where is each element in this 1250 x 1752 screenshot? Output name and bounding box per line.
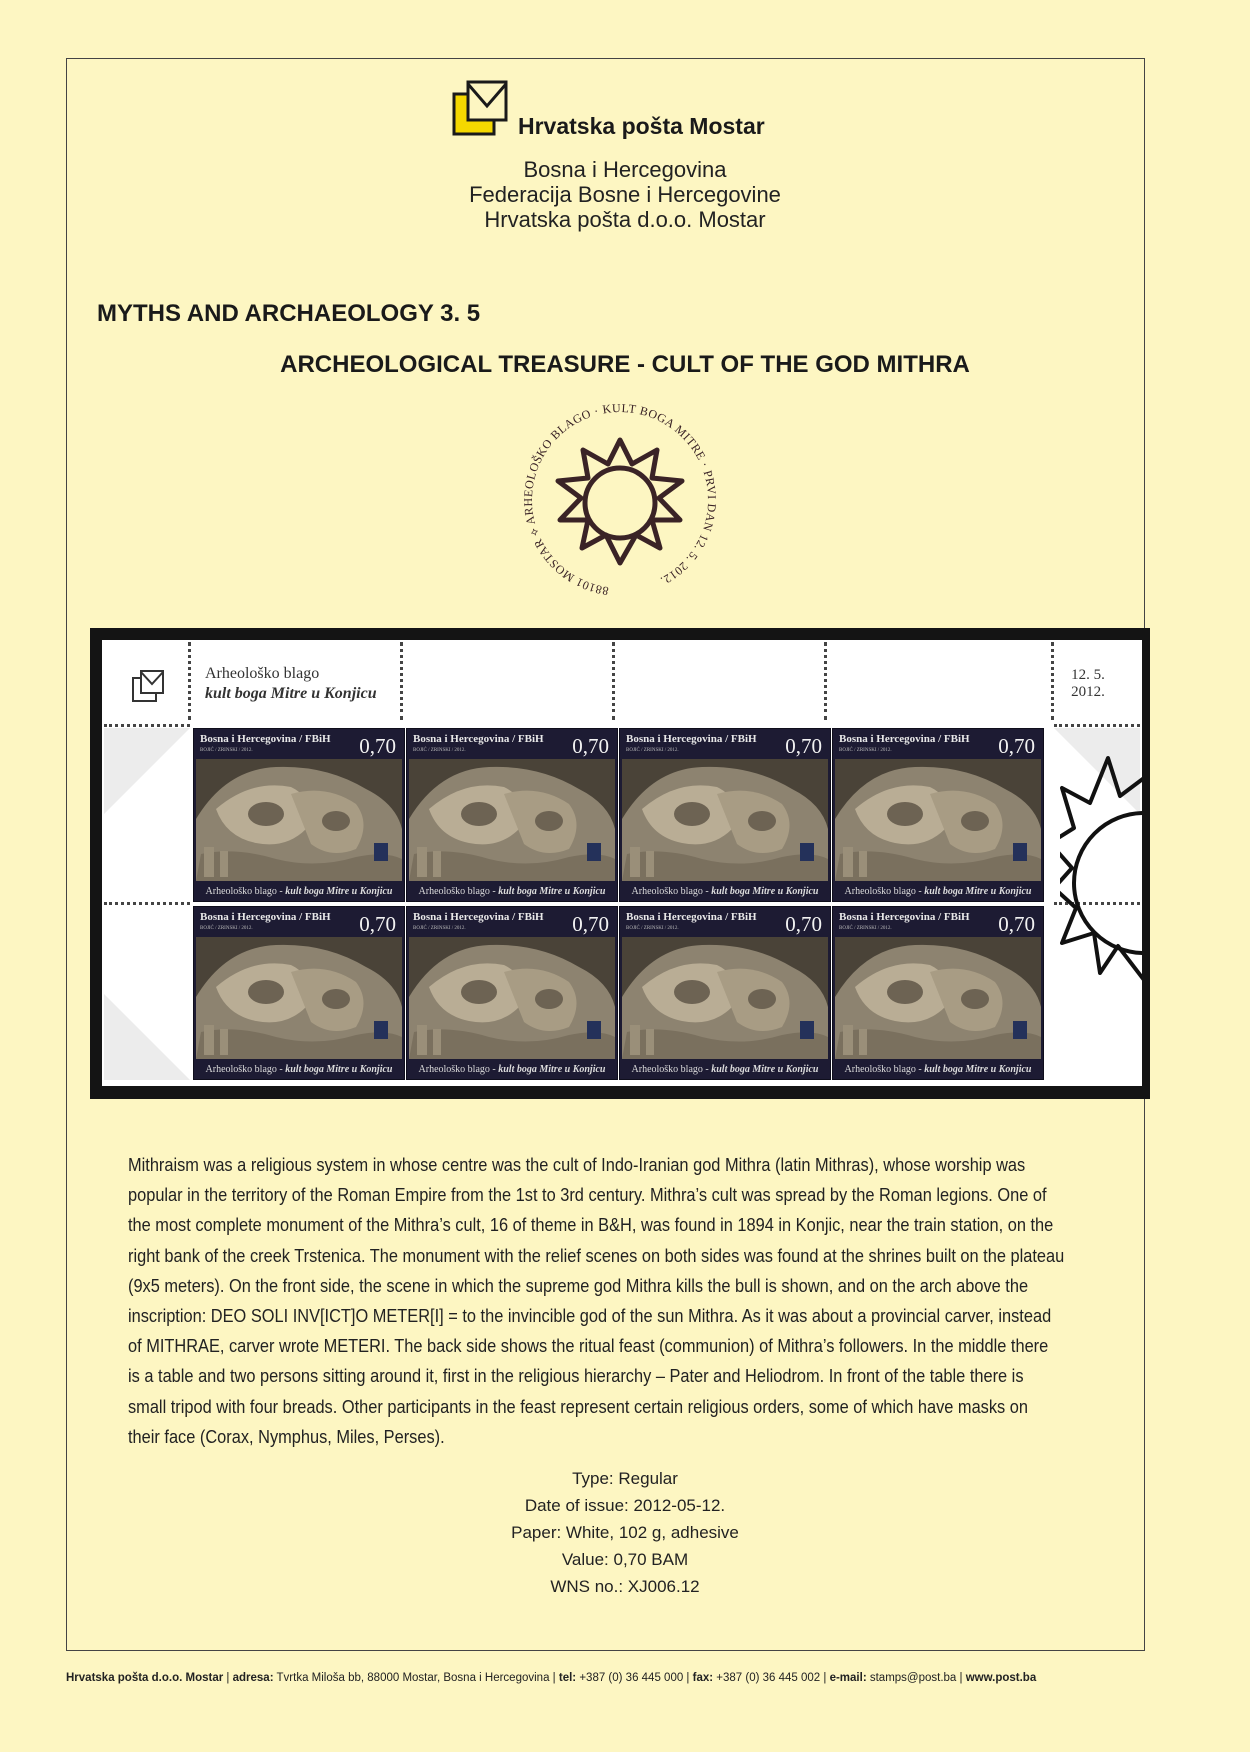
- issue-title: ARCHEOLOGICAL TREASURE - CULT OF THE GOD MITHRA: [280, 351, 970, 378]
- stamp-value: 0,70: [359, 734, 396, 758]
- sheet-date-day: 12. 5.: [1071, 667, 1105, 683]
- stamp-credit: BOJIĆ / ZRINSKI / 2012.: [200, 926, 253, 931]
- stamp-value: 0,70: [998, 912, 1035, 936]
- stamp-country: Bosna i Hercegovina / FBiH: [626, 911, 757, 923]
- perforation: [188, 642, 191, 720]
- description-text: [128, 1150, 1065, 1452]
- sun-cancellation-icon: [558, 440, 682, 563]
- stamp-caption-italic: kult boga Mitre u Konjicu: [285, 1064, 393, 1075]
- stamp-credit: BOJIĆ / ZRINSKI / 2012.: [413, 748, 466, 753]
- stamp-value: 0,70: [785, 912, 822, 936]
- footer-company: Hrvatska pošta d.o.o. Mostar: [66, 1672, 224, 1684]
- stamp-caption: [620, 1064, 830, 1075]
- footer-address-label: adresa:: [232, 1672, 274, 1684]
- stamp-caption-plain: Arheološko blago -: [418, 1064, 499, 1075]
- stamp-caption-italic: kult boga Mitre u Konjicu: [711, 886, 819, 897]
- stamp-caption-italic: kult boga Mitre u Konjicu: [924, 1064, 1032, 1075]
- description-line: of MITHRAE, carver wrote METERI. The back side shows the ritual feast (communion) of Mithra’s followers. In the middle there: [128, 1335, 1049, 1357]
- stamp-block: [193, 728, 1049, 1080]
- sheet-title-line2: kult boga Mitre u Konjicu: [205, 685, 377, 702]
- stamp: [619, 906, 831, 1080]
- detail-date: Date of issue: 2012-05-12.: [524, 1496, 726, 1515]
- stamp-caption-plain: Arheološko blago -: [631, 1064, 712, 1075]
- mithra-relief-image: [409, 937, 615, 1059]
- stamp-caption-italic: kult boga Mitre u Konjicu: [711, 1064, 819, 1075]
- stamp-caption-italic: kult boga Mitre u Konjicu: [498, 886, 606, 897]
- perforation: [1051, 642, 1054, 720]
- svg-text:88101 MOSTAR ⟡ ARHEOLOŠKO BLAG: [521, 401, 719, 598]
- description-line: Mithraism was a religious system in whose centre was the cult of Indo-Iranian god Mithra (latin Mithras), whose worship was: [128, 1154, 1026, 1175]
- detail-type: Type: Regular: [572, 1469, 678, 1488]
- stamp-caption: [407, 1064, 617, 1075]
- stamp-caption-italic: kult boga Mitre u Konjicu: [285, 886, 393, 897]
- cancellation-text: 88101 MOSTAR ⟡ ARHEOLOŠKO BLAGO · KULT BOGA MITRE · PRVI DAN 12. 5. 2012.: [520, 400, 720, 599]
- stamp-credit: BOJIĆ / ZRINSKI / 2012.: [839, 926, 892, 931]
- footer-fax-label: fax:: [692, 1672, 714, 1684]
- detail-value: Value: 0,70 BAM: [561, 1550, 689, 1569]
- description-line: inscription: DEO SOLI INV[ICT]O METER[I] = to the invincible god of the sun Mithra. As it was about a provincial carver, instead: [128, 1304, 1052, 1326]
- header-line-federation: Federacija Bosne i Hercegovine: [469, 182, 781, 207]
- stamp-country: Bosna i Hercegovina / FBiH: [413, 911, 544, 923]
- stamp-country: Bosna i Hercegovina / FBiH: [200, 911, 331, 923]
- description-line: popular in the territory of the Roman Empire from the 1st to 3rd century. Mithra’s cult was spread by the Roman legions. One of: [128, 1184, 1047, 1206]
- stamp-value: 0,70: [998, 734, 1035, 758]
- description-line: right bank of the creek Trstenica. The monument with the relief scenes on both sides was found at the shrines built on the plateau: [128, 1244, 1065, 1266]
- footer-email-label: e-mail:: [829, 1672, 867, 1684]
- stamp-caption-italic: kult boga Mitre u Konjicu: [924, 886, 1032, 897]
- stamp-caption: [833, 886, 1043, 897]
- stamp-value: 0,70: [359, 912, 396, 936]
- stamp-caption: [620, 886, 830, 897]
- description-line: their face (Corax, Nymphus, Miles, Perses).: [128, 1425, 445, 1447]
- mithra-relief-image: [835, 937, 1041, 1059]
- footer-tel: +387 (0) 36 445 000: [579, 1672, 684, 1684]
- hrvatska-posta-logo-icon: [452, 80, 508, 136]
- stamp-value: 0,70: [785, 734, 822, 758]
- stamp: [406, 906, 618, 1080]
- header-line-country: Bosna i Hercegovina: [523, 157, 727, 182]
- margin-triangle: [104, 728, 190, 814]
- footer-email[interactable]: stamps@post.ba: [869, 1672, 957, 1684]
- mithra-relief-image: [409, 759, 615, 881]
- stamp-country: Bosna i Hercegovina / FBiH: [626, 733, 757, 745]
- stamp-caption: [194, 1064, 404, 1075]
- margin-triangle: [104, 994, 190, 1080]
- stamp-caption-plain: Arheološko blago -: [631, 886, 712, 897]
- footer-tel-label: tel:: [558, 1672, 577, 1684]
- stamp-caption-plain: Arheološko blago -: [418, 886, 499, 897]
- footer-web[interactable]: www.post.ba: [965, 1672, 1037, 1684]
- stamp-country: Bosna i Hercegovina / FBiH: [200, 733, 331, 745]
- mithra-relief-image: [196, 937, 402, 1059]
- sheet-date-year: 2012.: [1071, 684, 1105, 700]
- stamp-caption: [407, 886, 617, 897]
- stamp-caption: [194, 886, 404, 897]
- perforation: [104, 724, 190, 727]
- stamp-value: 0,70: [572, 734, 609, 758]
- sheet-logo-icon: [132, 670, 164, 702]
- sheet-title-line1: Arheološko blago: [205, 665, 320, 682]
- mithra-relief-image: [622, 937, 828, 1059]
- stamp-country: Bosna i Hercegovina / FBiH: [839, 911, 970, 923]
- stamp: [619, 728, 831, 902]
- stamp-caption-plain: Arheološko blago -: [205, 1064, 286, 1075]
- sheet-date: [1058, 667, 1118, 701]
- sun-motif-icon: [1060, 718, 1142, 1008]
- first-day-cancellation: [520, 398, 720, 608]
- footer: Hrvatska pošta d.o.o. Mostar | adresa: Tvrtka Miloša bb, 88000 Mostar, Bosna i Hercegovina | tel: +387 (0) 36 445 000 | fax: +387 (0) 36 445 002 | e-mail: stamps@post.ba | www.post.ba: [66, 1672, 1037, 1684]
- stamp-country: Bosna i Hercegovina / FBiH: [413, 733, 544, 745]
- description-line: the most complete monument of the Mithra’s cult, 16 of theme in B&H, was found in 1894 in Konjic, near the train station, on the: [128, 1214, 1054, 1236]
- stamp-caption: [833, 1064, 1043, 1075]
- stamp-credit: BOJIĆ / ZRINSKI / 2012.: [626, 926, 679, 931]
- stamp: [193, 906, 405, 1080]
- mithra-relief-image: [622, 759, 828, 881]
- brand-name: Hrvatska pošta Mostar: [518, 113, 765, 139]
- footer-fax: +387 (0) 36 445 002: [716, 1672, 821, 1684]
- footer-address: Tvrtka Miloša bb, 88000 Mostar, Bosna i Hercegovina: [276, 1672, 550, 1684]
- stamp-caption-plain: Arheološko blago -: [844, 1064, 925, 1075]
- perforation: [400, 642, 403, 720]
- description-line: (9x5 meters). On the front side, the scene in which the supreme god Mithra kills the bull is shown, and on the arch above the: [128, 1274, 1029, 1296]
- stamp-sheet: [102, 640, 1142, 1086]
- stamp: [193, 728, 405, 902]
- stamp-caption-plain: Arheološko blago -: [844, 886, 925, 897]
- description-line: small tripod with four breads. Other participants in the feast represent certain religious orders, some of which have masks on: [128, 1395, 1029, 1417]
- stamp-credit: BOJIĆ / ZRINSKI / 2012.: [200, 748, 253, 753]
- perforation: [612, 642, 615, 720]
- mithra-relief-image: [835, 759, 1041, 881]
- header-line-company: Hrvatska pošta d.o.o. Mostar: [484, 207, 766, 232]
- stamp-country: Bosna i Hercegovina / FBiH: [839, 733, 970, 745]
- stamp-value: 0,70: [572, 912, 609, 936]
- stamp-caption-plain: Arheološko blago -: [205, 886, 286, 897]
- stamp-credit: BOJIĆ / ZRINSKI / 2012.: [839, 748, 892, 753]
- series-title: MYTHS AND ARCHAEOLOGY 3. 5: [97, 300, 481, 327]
- perforation: [824, 642, 827, 720]
- stamp: [406, 728, 618, 902]
- stamp: [832, 906, 1044, 1080]
- stamp: [832, 728, 1044, 902]
- perforation: [104, 902, 190, 905]
- detail-paper: Paper: White, 102 g, adhesive: [511, 1523, 739, 1542]
- stamp-credit: BOJIĆ / ZRINSKI / 2012.: [413, 926, 466, 931]
- detail-wns: WNS no.: XJ006.12: [550, 1577, 700, 1596]
- description-line: is a table and two persons sitting around it, first in the religious hierarchy – Pater and Heliodrom. In front of the table there is: [128, 1365, 1024, 1387]
- mithra-relief-image: [196, 759, 402, 881]
- stamp-caption-italic: kult boga Mitre u Konjicu: [498, 1064, 606, 1075]
- stamp-credit: BOJIĆ / ZRINSKI / 2012.: [626, 748, 679, 753]
- issue-details: [0, 1465, 1250, 1600]
